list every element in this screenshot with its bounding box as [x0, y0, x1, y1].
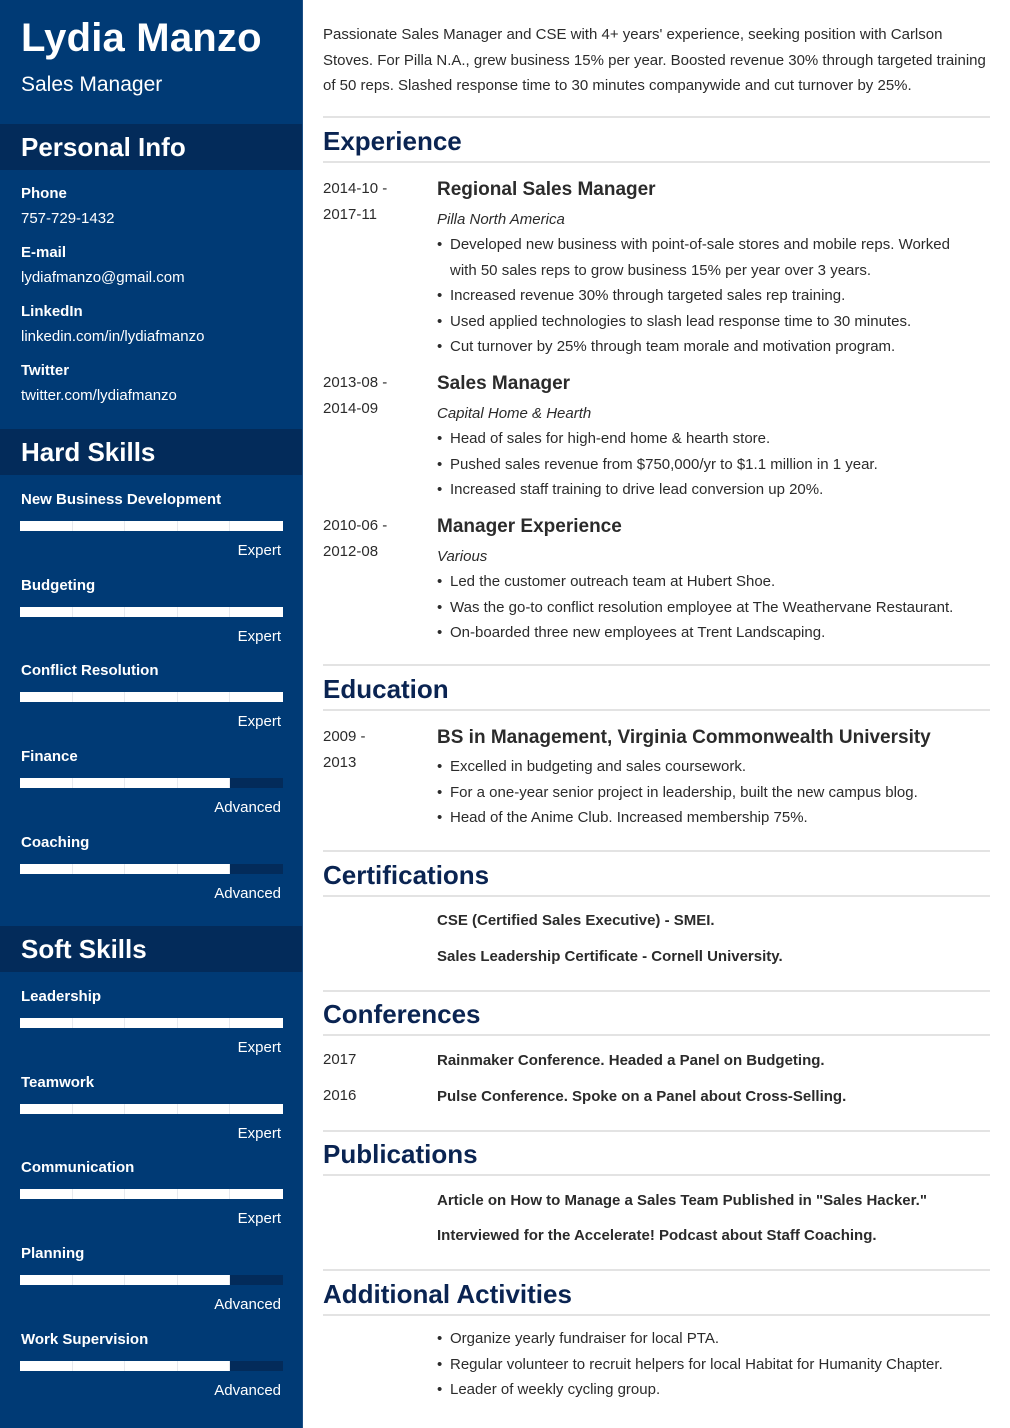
experience-date-end: 2014-09 [323, 400, 379, 417]
bullet-item: • For a one-year senior project in leadership, built the new campus blog. [437, 780, 977, 806]
experience-date-end: 2017-11 [323, 206, 377, 223]
divider [323, 1174, 990, 1176]
divider [323, 116, 990, 118]
bullet-item: • Used applied technologies to slash lead response time to 30 minutes. [437, 309, 977, 335]
skill-bar-segment [230, 1189, 283, 1199]
experience-date-end: 2012-08 [323, 543, 379, 560]
skill-bar-segment [20, 1275, 73, 1285]
divider [323, 161, 990, 163]
experience-bullets [437, 426, 977, 503]
publications-heading: Publications [323, 1139, 478, 1169]
skill-bar-segment [73, 692, 126, 702]
skill-level-label: Expert [237, 627, 281, 645]
skill-name: Conflict Resolution [21, 662, 159, 680]
skill-bar-segment [20, 1189, 73, 1199]
skill-bar-segment [20, 1104, 73, 1114]
skill-bar-segment [125, 778, 178, 788]
skill-bar-segment [230, 1104, 283, 1114]
skill-level-bar [20, 864, 283, 874]
phone-label: Phone [21, 185, 67, 202]
skill-bar-segment [230, 864, 283, 874]
skill-bar-segment [20, 692, 73, 702]
experience-company: Pilla North America [437, 211, 565, 228]
skill-bar-segment [178, 1275, 231, 1285]
experience-company: Various [437, 548, 488, 565]
divider [323, 1314, 990, 1316]
hard-skills-heading: Hard Skills [0, 429, 302, 475]
bullet-item: • Led the customer outreach team at Hubert Shoe. [437, 569, 977, 595]
twitter-label: Twitter [21, 362, 70, 379]
skill-level-label: Advanced [214, 884, 281, 902]
skill-name: Communication [21, 1159, 135, 1177]
bullet-item: • Pushed sales revenue from $750,000/yr to $1.1 million in 1 year. [437, 452, 977, 478]
skill-bar-segment [20, 864, 73, 874]
skill-bar-segment [20, 1018, 73, 1028]
divider [323, 1269, 990, 1271]
skill-level-label: Expert [237, 542, 281, 559]
conference-year: 2016 [323, 1087, 357, 1104]
skill-bar-segment [230, 692, 283, 702]
experience-job-title: Manager Experience [437, 516, 622, 537]
divider [323, 895, 990, 897]
bullet-item: • Head of sales for high-end home & hearth store. [437, 426, 977, 452]
skill-bar-segment [230, 1275, 283, 1285]
linkedin-label: LinkedIn [21, 303, 83, 320]
skill-level-bar [20, 1189, 283, 1199]
skill-bar-segment [125, 1275, 178, 1285]
skill-bar-segment [178, 1189, 231, 1199]
education-bullets [437, 754, 977, 831]
candidate-title: Sales Manager [21, 73, 163, 96]
bullet-item: • Increased staff training to drive lead conversion up 20%. [437, 477, 977, 503]
skill-bar-segment [73, 1361, 126, 1371]
experience-job-title: Sales Manager [437, 373, 571, 394]
skill-level-label: Expert [237, 713, 281, 731]
skill-bar-segment [230, 607, 283, 617]
skill-bar-segment [230, 778, 283, 788]
divider [323, 850, 990, 852]
skill-level-bar [20, 778, 283, 788]
skill-level-bar [20, 1104, 283, 1114]
skill-bar-segment [125, 1104, 178, 1114]
skill-bar-segment [20, 521, 73, 531]
skill-level-label: Expert [237, 1039, 281, 1056]
skill-bar-segment [125, 692, 178, 702]
skill-bar-segment [125, 1018, 178, 1028]
experience-company: Capital Home & Hearth [437, 405, 592, 422]
skill-bar-segment [178, 607, 231, 617]
skill-bar-segment [125, 1361, 178, 1371]
divider [323, 1130, 990, 1132]
skill-bar-segment [178, 1018, 231, 1028]
skill-bar-segment [73, 1189, 126, 1199]
skill-bar-segment [178, 1104, 231, 1114]
experience-job-title: Regional Sales Manager [437, 179, 656, 200]
skill-level-bar [20, 607, 283, 617]
skill-level-bar [20, 692, 283, 702]
experience-bullets [437, 232, 977, 360]
skill-name: Budgeting [21, 576, 96, 594]
certification-item: Sales Leadership Certificate - Cornell University. [437, 948, 783, 965]
skill-bar-segment [125, 521, 178, 531]
bullet-item: • Increased revenue 30% through targeted sales rep training. [437, 283, 977, 309]
skill-bar-segment [73, 607, 126, 617]
email-label: E-mail [21, 244, 67, 261]
skill-level-label: Expert [237, 1124, 281, 1142]
publication-item: Interviewed for the Accelerate! Podcast about Staff Coaching. [437, 1227, 877, 1244]
skill-bar-segment [125, 864, 178, 874]
conference-item: Rainmaker Conference. Headed a Panel on Budgeting. [437, 1052, 825, 1069]
experience-date-start: 2010-06 - [323, 517, 388, 534]
skill-bar-segment [73, 778, 126, 788]
certifications-heading: Certifications [323, 860, 490, 890]
bullet-item: • Cut turnover by 25% through team morale and motivation program. [437, 334, 977, 360]
skill-level-bar [20, 1275, 283, 1285]
skill-name: Finance [21, 748, 78, 766]
soft-skills-heading: Soft Skills [0, 926, 302, 972]
email-value[interactable]: lydiafmanzo@gmail.com [21, 269, 185, 286]
skill-bar-segment [125, 607, 178, 617]
conference-year: 2017 [323, 1051, 357, 1068]
experience-bullets [437, 569, 977, 646]
activities-bullets [437, 1326, 977, 1403]
divider [323, 990, 990, 992]
skill-bar-segment [73, 1018, 126, 1028]
skill-name: Work Supervision [21, 1330, 149, 1348]
skill-bar-segment [178, 521, 231, 531]
profile-summary: Passionate Sales Manager and CSE with 4+ years' experience, seeking position with Carlson Stoves. For Pilla N.A., grew business 15% per year. Boosted revenue 30% through targeted training of 50 reps. Slashed response time to 30 minutes companywide and cut turnover by 25%. [323, 26, 986, 94]
skill-bar-segment [178, 864, 231, 874]
bullet-item: • Developed new business with point-of-sale stores and mobile reps. Worked with 50 sales reps to grow business 15% per year over 3 years. [437, 232, 977, 283]
skill-bar-segment [20, 607, 73, 617]
linkedin-value[interactable]: linkedin.com/in/lydiafmanzo [21, 328, 205, 345]
activities-heading: Additional Activities [323, 1279, 572, 1309]
skill-bar-segment [73, 1104, 126, 1114]
skill-bar-segment [20, 1361, 73, 1371]
skill-level-label: Advanced [214, 1296, 281, 1314]
skill-level-label: Advanced [214, 799, 281, 817]
bullet-item: • Head of the Anime Club. Increased membership 75%. [437, 805, 977, 831]
bullet-item: • Leader of weekly cycling group. [437, 1377, 977, 1403]
certification-item: CSE (Certified Sales Executive) - SMEI. [437, 912, 715, 929]
twitter-value[interactable]: twitter.com/lydiafmanzo [21, 387, 177, 404]
bullet-item: • On-boarded three new employees at Trent Landscaping. [437, 620, 977, 646]
skill-bar-segment [230, 521, 283, 531]
candidate-name: Lydia Manzo [21, 16, 262, 60]
bullet-item: • Regular volunteer to recruit helpers for local Habitat for Humanity Chapter. [437, 1352, 977, 1378]
bullet-item: • Organize yearly fundraiser for local PTA. [437, 1326, 977, 1352]
skill-level-bar [20, 1361, 283, 1371]
experience-date-start: 2013-08 - [323, 374, 388, 391]
conference-item: Pulse Conference. Spoke on a Panel about Cross-Selling. [437, 1088, 847, 1105]
skill-bar-segment [178, 1361, 231, 1371]
experience-date-start: 2014-10 - [323, 180, 388, 197]
skill-bar-segment [20, 778, 73, 788]
skill-name: New Business Development [21, 491, 222, 508]
experience-heading: Experience [323, 126, 462, 156]
bullet-item: • Was the go-to conflict resolution employee at The Weathervane Restaurant. [437, 595, 977, 621]
skill-bar-segment [230, 1018, 283, 1028]
conferences-heading: Conferences [323, 999, 481, 1029]
divider [323, 1034, 990, 1036]
skill-name: Teamwork [21, 1073, 95, 1091]
education-date-end: 2013 [323, 754, 357, 771]
divider [323, 664, 990, 666]
skill-level-bar [20, 521, 283, 531]
phone-value: 757-729-1432 [21, 210, 115, 227]
personal-info-heading: Personal Info [0, 124, 302, 170]
skill-bar-segment [73, 864, 126, 874]
skill-name: Coaching [21, 833, 90, 851]
skill-bar-segment [230, 1361, 283, 1371]
skill-name: Planning [21, 1245, 85, 1263]
education-heading: Education [323, 674, 449, 704]
education-degree: BS in Management, Virginia Commonwealth University [437, 727, 931, 748]
skill-bar-segment [73, 521, 126, 531]
skill-bar-segment [125, 1189, 178, 1199]
skill-bar-segment [73, 1275, 126, 1285]
skill-level-bar [20, 1018, 283, 1028]
skill-level-label: Advanced [214, 1381, 281, 1399]
skill-bar-segment [178, 778, 231, 788]
divider [323, 709, 990, 711]
bullet-item: • Excelled in budgeting and sales coursework. [437, 754, 977, 780]
skill-bar-segment [178, 692, 231, 702]
publication-item: Article on How to Manage a Sales Team Published in "Sales Hacker." [437, 1192, 927, 1209]
skill-level-label: Expert [237, 1210, 281, 1228]
skill-name: Leadership [21, 988, 102, 1005]
sidebar [0, 0, 303, 1428]
education-date-start: 2009 - [323, 728, 366, 745]
